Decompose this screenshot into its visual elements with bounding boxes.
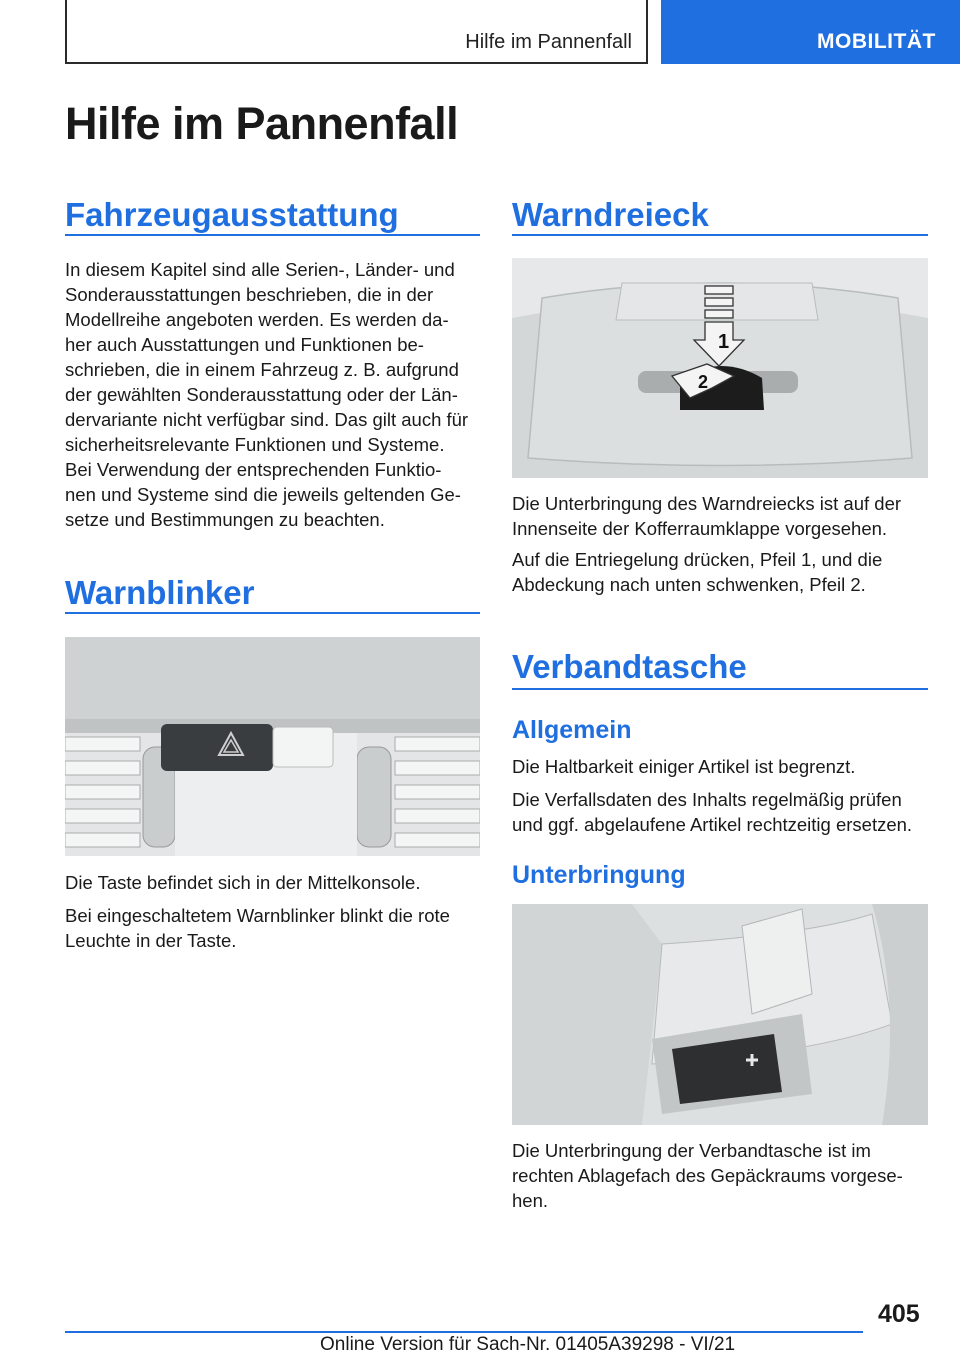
paragraph-warnblinker-location: Die Taste befindet sich in der Mittelkonsole.	[65, 872, 421, 893]
heading-rule	[65, 612, 480, 614]
heading-unterbringung: Unterbringung	[512, 861, 686, 889]
heading-warnblinker: Warnblinker	[65, 574, 255, 611]
trunk-lid-illustration	[512, 258, 928, 478]
running-header-title: Hilfe im Pannenfall	[465, 31, 632, 53]
paragraph-unterbringung: Die Unterbringung der Verbandtasche ist im rechten Ablagefach des Gepäckraums vorgese- hen.	[512, 1140, 903, 1211]
heading-rule	[512, 234, 928, 236]
heading-rule	[512, 688, 928, 690]
chapter-tab	[661, 0, 960, 64]
footer-rule	[65, 1331, 863, 1333]
running-header	[65, 0, 648, 64]
page-number: 405	[878, 1300, 920, 1328]
heading-allgemein: Allgemein	[512, 716, 632, 744]
paragraph-allgemein-durability: Die Haltbarkeit einiger Artikel ist begrenzt.	[512, 756, 856, 777]
paragraph-warnblinker-light: Bei eingeschaltetem Warnblinker blinkt die rote Leuchte in der Taste.	[65, 905, 450, 951]
luggage-compartment-illustration	[512, 904, 928, 1125]
online-version-note: Online Version für Sach-Nr. 01405A39298 - VI/21	[320, 1334, 736, 1355]
page-title: Hilfe im Pannenfall	[65, 98, 459, 149]
heading-fahrzeugausstattung: Fahrzeugausstattung	[65, 196, 399, 233]
paragraph-warndreieck-location: Die Unterbringung des Warndreiecks ist auf der Innenseite der Kofferraumklappe vorgesehen.	[512, 493, 902, 539]
arrow-1-label: 1	[718, 331, 730, 353]
warning-triangle-photo	[512, 258, 928, 478]
heading-rule	[65, 234, 480, 236]
paragraph-fahrzeugausstattung: In diesem Kapitel sind alle Serien-, Länder- und Sonderausstattungen beschrieben, die in der Modellreihe angeboten werden. Es werden da- her auch Ausstattungen und Funktionen be- schrieben, die in einem Fahrzeug z. B. aufgrund der gewählten Sonderausstattung oder der Län- dervariante nicht verfügbar sind. Das gilt auch für sicherheitsrelevante Funktionen und Systeme. Bei Verwendung der entsprechenden Funktio- nen und Systeme sind die jeweils geltenden Ge- setze und Bestimmungen zu beachten.	[65, 259, 469, 530]
arrow-2-label: 2	[698, 372, 709, 392]
first-aid-kit-photo	[512, 904, 928, 1125]
paragraph-warndreieck-instructions: Auf die Entriegelung drücken, Pfeil 1, und die Abdeckung nach unten schwenken, Pfeil 2.	[512, 549, 883, 595]
paragraph-allgemein-expiry: Die Verfallsdaten des Inhalts regelmäßig prüfen und ggf. abgelaufene Artikel rechtzeitig ersetzen.	[512, 789, 913, 835]
chapter-tab-label: MOBILITÄT	[817, 30, 936, 53]
hazard-switch-photo	[65, 637, 480, 856]
hazard-switch-illustration	[65, 637, 480, 856]
heading-verbandtasche: Verbandtasche	[512, 648, 747, 685]
heading-warndreieck: Warndreieck	[512, 196, 709, 233]
